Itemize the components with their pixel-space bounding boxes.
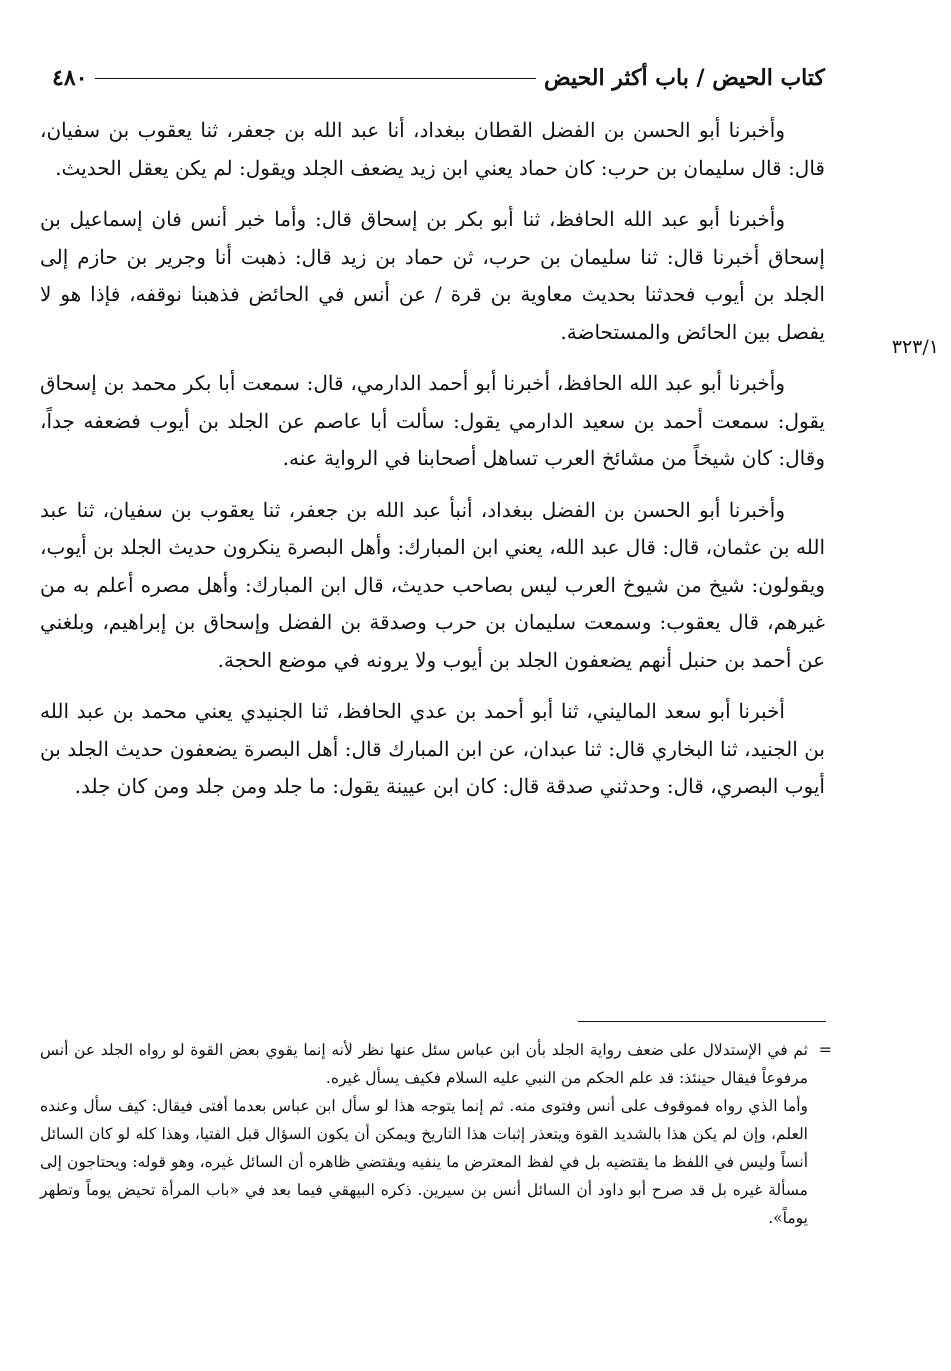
footnote-line: وأما الذي رواه فموقوف على أنس وفتوى منه. ثم إنما يتوجه هذا لو سأل ابن عباس بعدما أفتى فيقال: كيف سأل وعنده العلم، وإن لم يكن هذا بالشديد القوة ويتعذر إثبات هذا التاريخ ويمكن أن يكون السؤال قبل الفتيا، وهذا كله لو كان السائل أنساً وليس في اللفظ ما يقتضيه بل في لفظ المعترض ما ينفيه ويقتضي ظاهره أن السائل غيره، وهو قوله: ويحتاجون إلى مسألة غيره بل قد صرح أبو داود أن السائل أنس بن سيرين. ذكره البيهقي فيما بعد في «باب المرأة تحيض يوماً وتطهر يوماً». <box>40 1097 808 1227</box>
footnote-line: ثم في الإستدلال على ضعف رواية الجلد بأن ابن عباس سئل عنها نظر لأنه إنما يقوي بعض القوة لو رواه الجلد عن أنس مرفوعاً فيقال حينئذ: قد علم الحكم من النبي عليه السلام فكيف يسأل غيره. <box>40 1041 808 1087</box>
header-rule <box>95 78 536 79</box>
footnotes <box>40 1036 832 1232</box>
paragraph-2: وأخبرنا أبو عبد الله الحافظ، ثنا أبو بكر بن إسحاق قال: وأما خبر أنس فان إسماعيل بن إسحاق أخبرنا قال: ثنا سليمان بن حرب، ثن حماد بن زيد قال: ذهبت أنا وجرير بن حازم إلى الجلد بن أيوب فحدثنا بحديث معاوية بن قرة / عن أنس في الحائض فذهبنا نوقفه، فإذا هو لا يفصل بين الحائض والمستحاضة. <box>40 207 825 344</box>
paragraph-3: وأخبرنا أبو عبد الله الحافظ، أخبرنا أبو أحمد الدارمي، قال: سمعت أبا بكر محمد بن إسحاق يقول: سمعت أحمد بن سعيد الدارمي يقول: سألت أبا عاصم عن الجلد بن أيوب فضعفه جداً، وقال: كان شيخاً من مشائخ العرب تساهل أصحابنا في الرواية عنه. <box>40 371 825 470</box>
main-text <box>40 112 825 820</box>
paragraph-5: أخبرنا أبو سعد الماليني، ثنا أبو أحمد بن عدي الحافظ، ثنا الجنيدي يعني محمد بن عبد الله بن الجنيد، ثنا البخاري قال: ثنا عبدان، عن ابن المبارك قال: أهل البصرة يضعفون حديث الجلد بن أيوب البصري، قال: وحدثني صدقة قال: كان ابن عيينة يقول: ما جلد ومن جلد ومن كان جلد. <box>40 699 825 798</box>
paragraph-1: وأخبرنا أبو الحسن بن الفضل القطان ببغداد، أنا عبد الله بن جعفر، ثنا يعقوب بن سفيان، قال: قال سليمان بن حرب: كان حماد يعني ابن زيد يضعف الجلد ويقول: لم يكن يعقل الحديث. <box>40 118 825 180</box>
margin-reference: ٣٢٣/١ <box>891 336 939 358</box>
running-title: كتاب الحيض / باب أكثر الحيض <box>544 65 825 91</box>
footnote-continuation-marker: = <box>818 1040 832 1059</box>
paragraph-4: وأخبرنا أبو الحسن بن الفضل ببغداد، أنبأ عبد الله بن جعفر، ثنا يعقوب بن سفيان، ثنا عبد الله بن عثمان، قال: قال عبد الله، يعني ابن المبارك: وأهل البصرة ينكرون حديث الجلد بن أيوب، ويقولون: شيخ من شيوخ العرب ليس بصاحب حديث، قال ابن المبارك: وأهل مصره أعلم به من غيرهم، قال يعقوب: وسمعت سليمان بن حرب وصدقة بن الفضل وإسحاق بن إبراهيم، وبلغني عن أحمد بن حنبل أنهم يضعفون الجلد بن أيوب ولا يرونه في موضع الحجة. <box>40 497 825 672</box>
page-number: ٤٨٠ <box>52 65 88 91</box>
footnote-separator <box>578 1021 826 1022</box>
page-header <box>40 58 825 98</box>
